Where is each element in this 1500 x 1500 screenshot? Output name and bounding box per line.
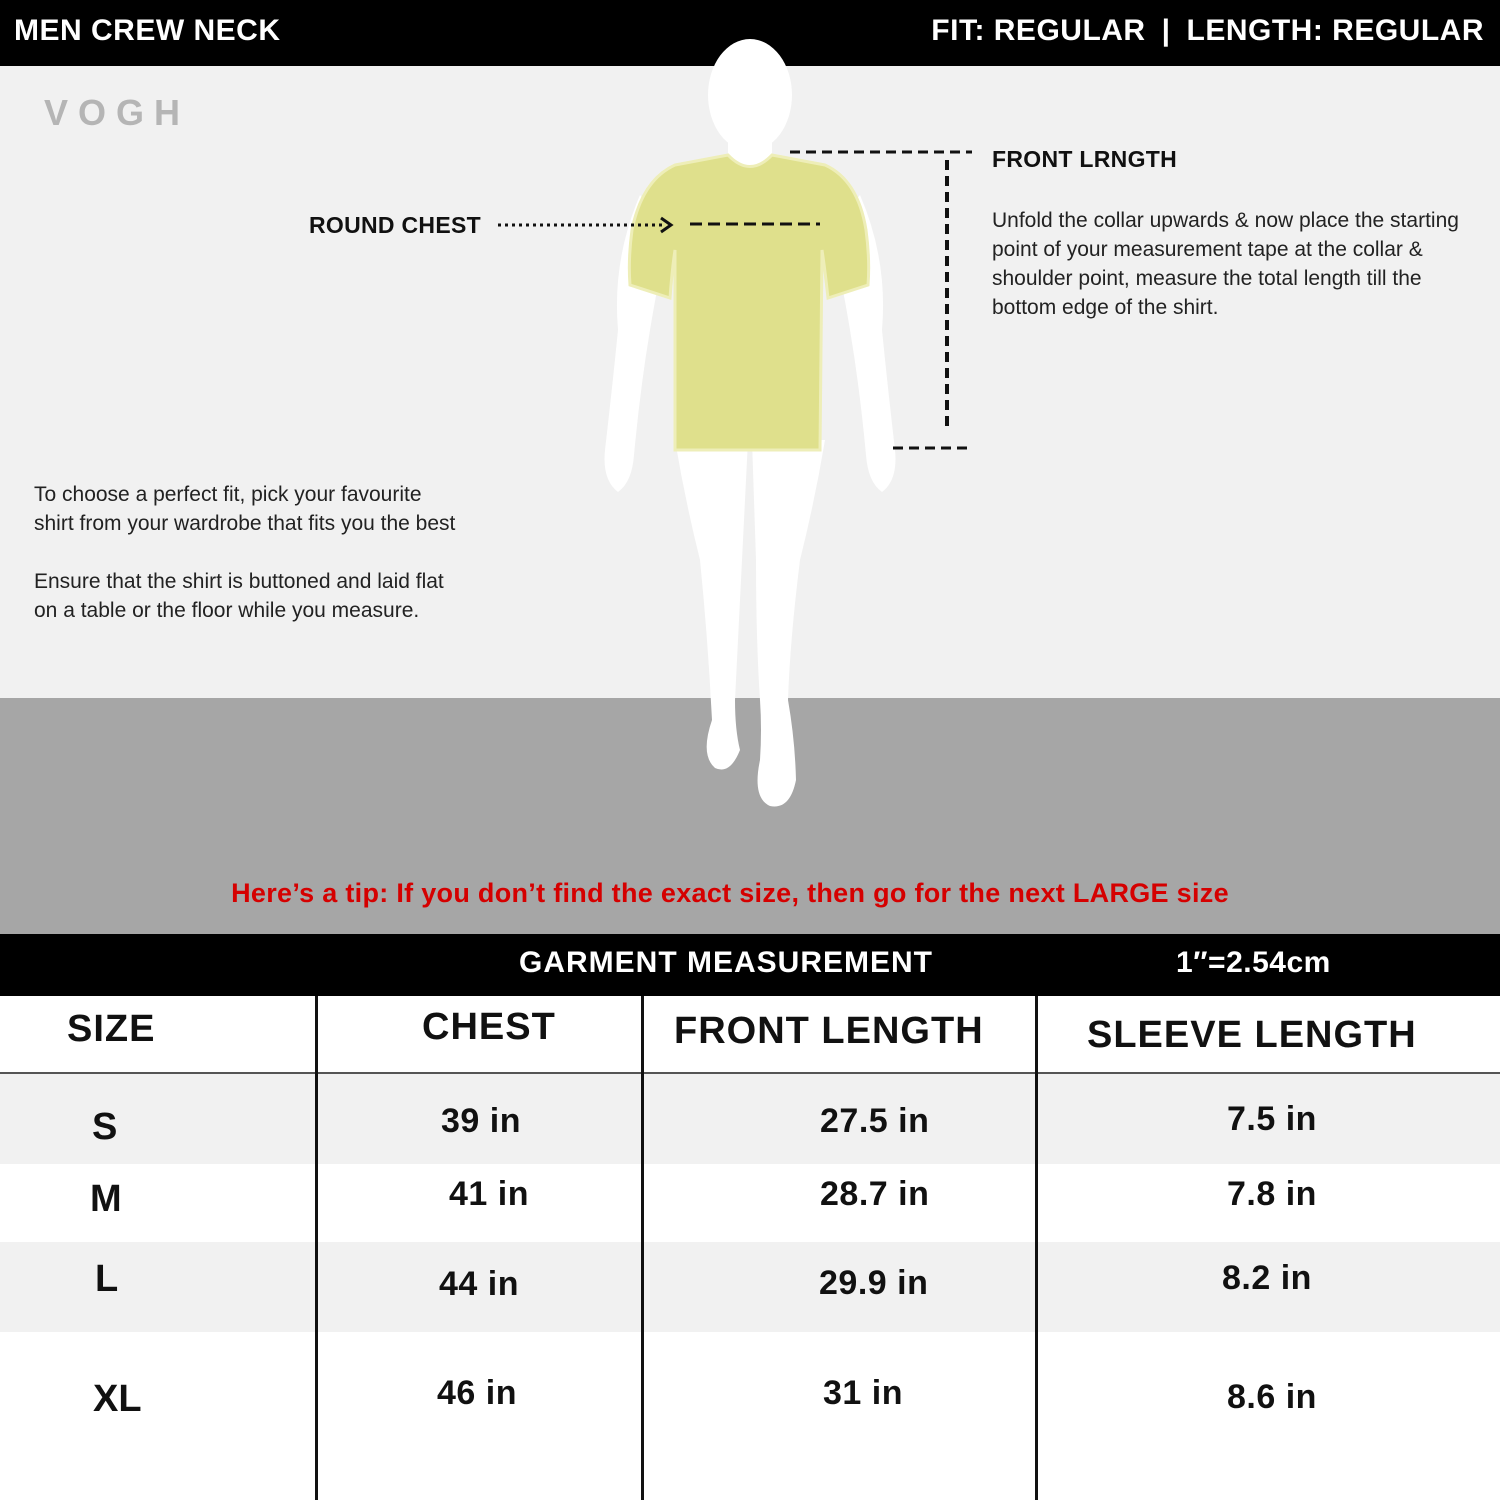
column-divider xyxy=(1035,996,1038,1500)
fit-label: FIT: REGULAR xyxy=(931,14,1146,47)
product-title: MEN CREW NECK xyxy=(14,14,281,47)
header-chest: CHEST xyxy=(422,1006,556,1048)
fit-guide-paragraph-1: To choose a perfect fit, pick your favourite shirt from your wardrobe that fits you the best xyxy=(34,483,456,535)
chest-cell: 44 in xyxy=(439,1265,519,1303)
front-length-label: FRONT LRNGTH xyxy=(992,146,1178,172)
header-sleeve-length: SLEEVE LENGTH xyxy=(1087,1014,1417,1056)
front-length-description: Unfold the collar upwards & now place the starting point of your measurement tape at the collar & shoulder point, measure the total length till the bottom edge of the shirt. xyxy=(992,209,1459,319)
round-chest-label: ROUND CHEST xyxy=(309,212,481,238)
header-size: SIZE xyxy=(67,1008,156,1050)
shirt-shape xyxy=(629,155,868,450)
size-cell: M xyxy=(90,1178,122,1220)
chest-cell: 39 in xyxy=(441,1102,521,1140)
chest-cell: 46 in xyxy=(437,1374,517,1412)
front-length-cell: 31 in xyxy=(823,1374,903,1412)
sleeve-length-cell: 8.6 in xyxy=(1227,1378,1317,1416)
size-cell: S xyxy=(92,1106,118,1148)
header-divider xyxy=(0,1072,1500,1074)
size-cell: L xyxy=(95,1258,119,1300)
fit-separator: | xyxy=(1161,14,1171,47)
sizing-tip: Here’s a tip: If you don’t find the exact size, then go for the next LARGE size xyxy=(231,878,1229,908)
fit-guide xyxy=(34,480,464,654)
brand-logo: VOGH xyxy=(44,92,191,133)
sleeve-length-cell: 8.2 in xyxy=(1222,1259,1312,1297)
chest-cell: 41 in xyxy=(449,1175,529,1213)
size-cell: XL xyxy=(93,1378,142,1420)
sleeve-length-cell: 7.8 in xyxy=(1227,1175,1317,1213)
column-divider xyxy=(641,996,644,1500)
header-front-length: FRONT LENGTH xyxy=(674,1010,984,1052)
unit-conversion: 1″=2.54cm xyxy=(1176,946,1331,979)
front-length-cell: 27.5 in xyxy=(820,1102,930,1140)
fit-guide-paragraph-2: Ensure that the shirt is buttoned and laid flat on a table or the floor while you measure. xyxy=(34,570,444,622)
garment-measurement-title: GARMENT MEASUREMENT xyxy=(519,946,933,979)
sleeve-length-cell: 7.5 in xyxy=(1227,1100,1317,1138)
front-length-cell: 28.7 in xyxy=(820,1175,930,1213)
length-label: LENGTH: REGULAR xyxy=(1186,14,1484,47)
front-length-cell: 29.9 in xyxy=(819,1264,929,1302)
column-divider xyxy=(315,996,318,1500)
garment-measurement-bar xyxy=(0,934,1500,996)
